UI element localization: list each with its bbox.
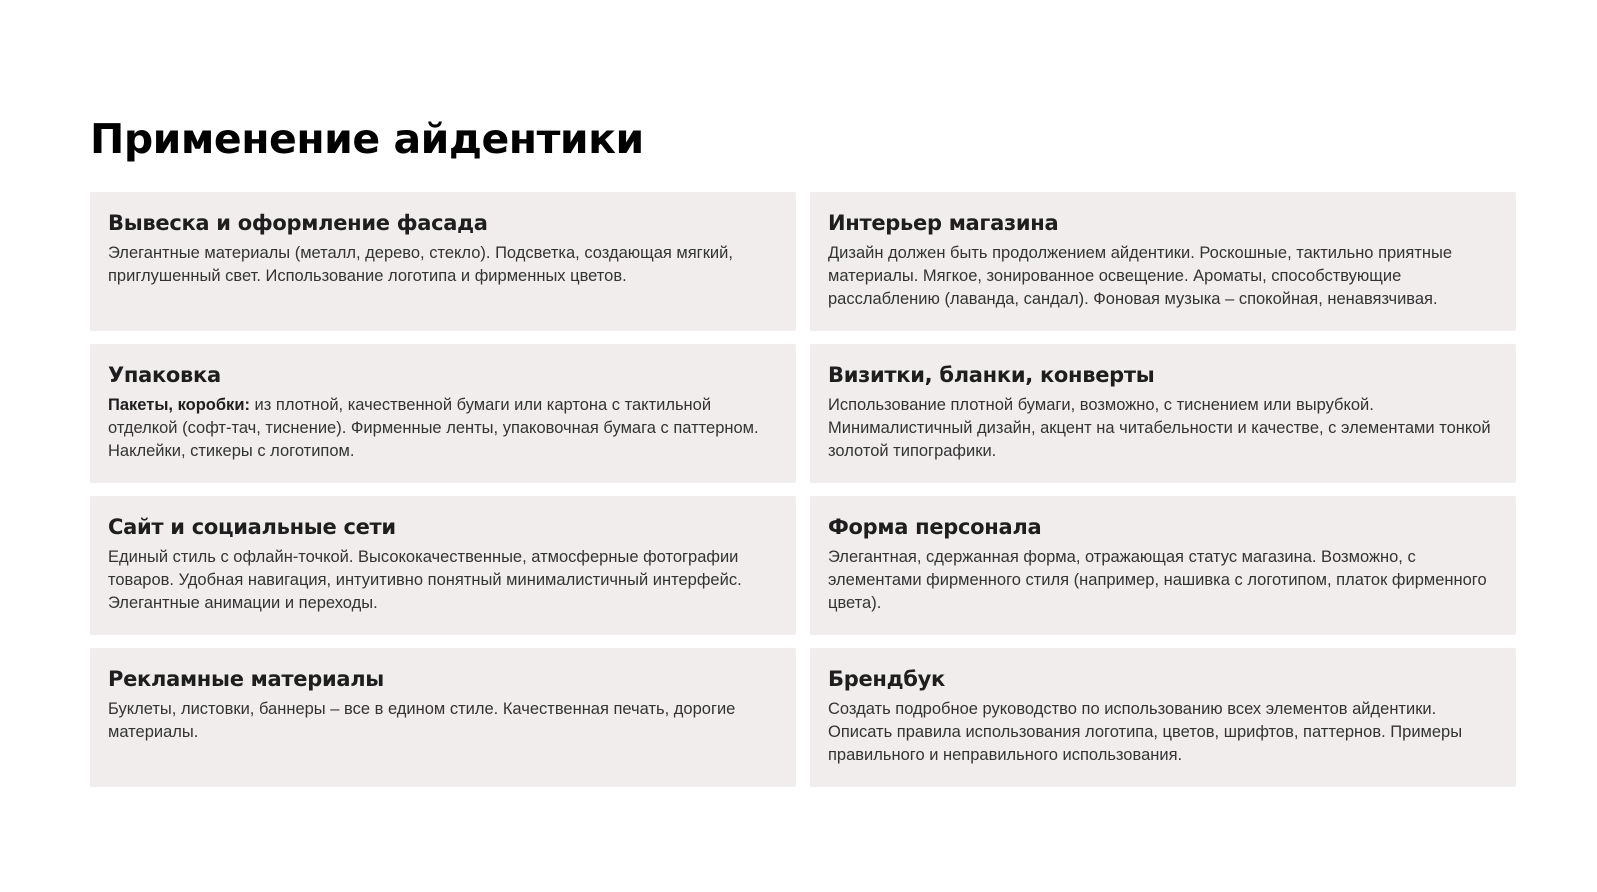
card-title: Рекламные материалы [108, 667, 384, 691]
card-title: Брендбук [828, 667, 945, 691]
card-title: Интерьер магазина [828, 211, 1059, 235]
card-website-social [90, 496, 796, 635]
card-staff-uniform [810, 496, 1516, 635]
card-description: Дизайн должен быть продолжением айдентики. Роскошные, тактильно приятные материалы. Мягкое, зонированное освещение. Ароматы, способствующие расслаблению (лаванда, сандал). Фоновая музыка – спокойная, ненавязчивая. [828, 244, 1453, 308]
card-title: Сайт и социальные сети [108, 515, 396, 539]
card-description-body: из плотной, качественной бумаги или картона с тактильной отделкой (софт-тач, тиснение). Фирменные ленты, упаковочная бумага с паттерном. Наклейки, стикеры с логотипом. [108, 396, 759, 460]
card-business-cards [810, 344, 1516, 483]
cards-grid [90, 192, 1510, 787]
card-title: Упаковка [108, 363, 221, 387]
card-description: Использование плотной бумаги, возможно, с тиснением или вырубкой. Минималистичный дизайн, акцент на читабельности и качестве, с элементами тонкой золотой типографики. [828, 396, 1491, 460]
card-advertising [90, 648, 796, 787]
card-title: Вывеска и оформление фасада [108, 211, 488, 235]
card-description: Элегантные материалы (металл, дерево, стекло). Подсветка, создающая мягкий, приглушенный свет. Использование логотипа и фирменных цветов. [108, 244, 733, 285]
card-description: Элегантная, сдержанная форма, отражающая статус магазина. Возможно, с элементами фирменного стиля (например, нашивка с логотипом, платок фирменного цвета). [828, 548, 1487, 612]
card-facade-signage [90, 192, 796, 331]
card-title: Визитки, бланки, конверты [828, 363, 1155, 387]
card-description-lead: Пакеты, коробки: [108, 396, 250, 414]
card-description: Буклеты, листовки, баннеры – все в едином стиле. Качественная печать, дорогие материалы. [108, 700, 736, 741]
card-description: Создать подробное руководство по использованию всех элементов айдентики. Описать правила использования логотипа, цветов, шрифтов, паттернов. Примеры правильного и неправильного использования. [828, 700, 1463, 764]
card-description [108, 394, 778, 463]
page-title: Применение айдентики [90, 115, 644, 163]
card-brandbook [810, 648, 1516, 787]
card-packaging [90, 344, 796, 483]
card-store-interior [810, 192, 1516, 331]
card-title: Форма персонала [828, 515, 1042, 539]
card-description: Единый стиль с офлайн-точкой. Высококачественные, атмосферные фотографии товаров. Удобная навигация, интуитивно понятный минималистичный интерфейс. Элегантные анимации и переходы. [108, 548, 742, 612]
